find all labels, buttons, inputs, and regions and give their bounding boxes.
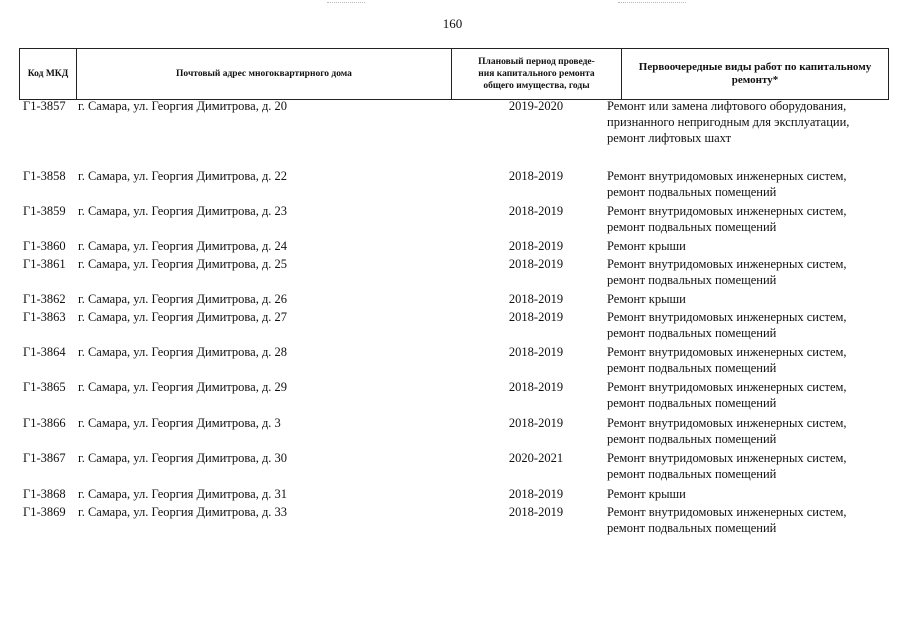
mkd-code: Г1-3862 bbox=[23, 292, 66, 306]
repair-works bbox=[607, 98, 889, 146]
repair-works-line: Ремонт крыши bbox=[607, 239, 686, 253]
repair-works-line: Ремонт внутридомовых инженерных систем, bbox=[607, 345, 847, 359]
repair-works-line: Ремонт внутридомовых инженерных систем, bbox=[607, 451, 847, 465]
repair-works-line: Ремонт внутридомовых инженерных систем, bbox=[607, 257, 847, 271]
repair-works bbox=[607, 379, 889, 411]
repair-works-line: Ремонт крыши bbox=[607, 487, 686, 501]
repair-works-line: Ремонт внутридомовых инженерных систем, bbox=[607, 380, 847, 394]
mkd-code: Г1-3857 bbox=[23, 99, 66, 113]
repair-works bbox=[607, 168, 889, 200]
repair-works-line: признанного непригодным для эксплуатации, bbox=[607, 115, 850, 129]
repair-works-line: Ремонт крыши bbox=[607, 292, 686, 306]
postal-address: г. Самара, ул. Георгия Димитрова, д. 3 bbox=[78, 416, 281, 430]
repair-works bbox=[607, 450, 889, 482]
repair-works-line: ремонт подвальных помещений bbox=[607, 467, 777, 481]
repair-works bbox=[607, 486, 889, 502]
mkd-code: Г1-3864 bbox=[23, 345, 66, 359]
repair-period: 2018-2019 bbox=[508, 169, 564, 183]
header-period bbox=[451, 49, 621, 99]
scan-artifact bbox=[327, 2, 365, 4]
postal-address: г. Самара, ул. Георгия Димитрова, д. 26 bbox=[78, 292, 288, 306]
postal-address: г. Самара, ул. Георгия Димитрова, д. 27 bbox=[78, 310, 288, 324]
repair-works bbox=[607, 238, 889, 254]
repair-works bbox=[607, 256, 889, 288]
repair-works bbox=[607, 291, 889, 307]
repair-period: 2018-2019 bbox=[508, 292, 564, 306]
repair-works-line: Ремонт внутридомовых инженерных систем, bbox=[607, 310, 847, 324]
page-number: 160 bbox=[442, 16, 463, 31]
mkd-code: Г1-3863 bbox=[23, 310, 66, 324]
postal-address: г. Самара, ул. Георгия Димитрова, д. 23 bbox=[78, 204, 288, 218]
header-period-line: общего имущества, годы bbox=[483, 81, 590, 91]
header-period-line: ния капитального ремонта bbox=[478, 69, 595, 79]
repair-works-line: ремонт подвальных помещений bbox=[607, 432, 777, 446]
repair-works-line: ремонт подвальных помещений bbox=[607, 396, 777, 410]
repair-works bbox=[607, 203, 889, 235]
table-header bbox=[19, 48, 889, 100]
postal-address: г. Самара, ул. Георгия Димитрова, д. 24 bbox=[78, 239, 288, 253]
repair-works-line: Ремонт внутридомовых инженерных систем, bbox=[607, 416, 847, 430]
postal-address: г. Самара, ул. Георгия Димитрова, д. 25 bbox=[78, 257, 288, 271]
repair-period: 2018-2019 bbox=[508, 310, 564, 324]
header-works-line: ремонту* bbox=[731, 74, 779, 86]
header-period-line: Плановый период проведе- bbox=[478, 57, 595, 67]
mkd-code: Г1-3858 bbox=[23, 169, 66, 183]
postal-address: г. Самара, ул. Георгия Димитрова, д. 30 bbox=[78, 451, 288, 465]
repair-period: 2020-2021 bbox=[508, 451, 564, 465]
repair-works-line: ремонт подвальных помещений bbox=[607, 220, 777, 234]
repair-period: 2018-2019 bbox=[508, 505, 564, 519]
postal-address: г. Самара, ул. Георгия Димитрова, д. 20 bbox=[78, 99, 288, 113]
mkd-code: Г1-3869 bbox=[23, 505, 66, 519]
repair-works bbox=[607, 309, 889, 341]
header-works bbox=[621, 49, 889, 99]
mkd-code: Г1-3866 bbox=[23, 416, 66, 430]
repair-works-line: Ремонт внутридомовых инженерных систем, bbox=[607, 169, 847, 183]
postal-address: г. Самара, ул. Георгия Димитрова, д. 22 bbox=[78, 169, 288, 183]
mkd-code: Г1-3868 bbox=[23, 487, 66, 501]
repair-period: 2019-2020 bbox=[508, 99, 564, 113]
repair-works bbox=[607, 504, 889, 536]
repair-works-line: ремонт подвальных помещений bbox=[607, 361, 777, 375]
repair-works-line: Ремонт внутридомовых инженерных систем, bbox=[607, 204, 847, 218]
repair-period: 2018-2019 bbox=[508, 487, 564, 501]
postal-address: г. Самара, ул. Георгия Димитрова, д. 28 bbox=[78, 345, 288, 359]
repair-period: 2018-2019 bbox=[508, 416, 564, 430]
repair-works-line: ремонт подвальных помещений bbox=[607, 326, 777, 340]
repair-works bbox=[607, 344, 889, 376]
repair-period: 2018-2019 bbox=[508, 257, 564, 271]
header-code: Код МКД bbox=[19, 49, 76, 99]
repair-works-line: Ремонт внутридомовых инженерных систем, bbox=[607, 505, 847, 519]
header-address: Почтовый адрес многоквартирного дома bbox=[76, 49, 451, 99]
mkd-code: Г1-3861 bbox=[23, 257, 66, 271]
repair-period: 2018-2019 bbox=[508, 239, 564, 253]
repair-works bbox=[607, 415, 889, 447]
repair-works-line: Ремонт или замена лифтового оборудования, bbox=[607, 99, 847, 113]
repair-period: 2018-2019 bbox=[508, 380, 564, 394]
postal-address: г. Самара, ул. Георгия Димитрова, д. 29 bbox=[78, 380, 288, 394]
repair-works-line: ремонт подвальных помещений bbox=[607, 521, 777, 535]
scan-artifact bbox=[618, 2, 686, 4]
postal-address: г. Самара, ул. Георгия Димитрова, д. 33 bbox=[78, 505, 288, 519]
repair-works-line: ремонт лифтовых шахт bbox=[607, 131, 732, 145]
repair-period: 2018-2019 bbox=[508, 204, 564, 218]
repair-period: 2018-2019 bbox=[508, 345, 564, 359]
repair-works-line: ремонт подвальных помещений bbox=[607, 273, 777, 287]
mkd-code: Г1-3867 bbox=[23, 451, 66, 465]
mkd-code: Г1-3860 bbox=[23, 239, 66, 253]
repair-works-line: ремонт подвальных помещений bbox=[607, 185, 777, 199]
mkd-code: Г1-3865 bbox=[23, 380, 66, 394]
mkd-code: Г1-3859 bbox=[23, 204, 66, 218]
header-works-line: Первоочередные виды работ по капитальному bbox=[638, 61, 872, 73]
postal-address: г. Самара, ул. Георгия Димитрова, д. 31 bbox=[78, 487, 288, 501]
